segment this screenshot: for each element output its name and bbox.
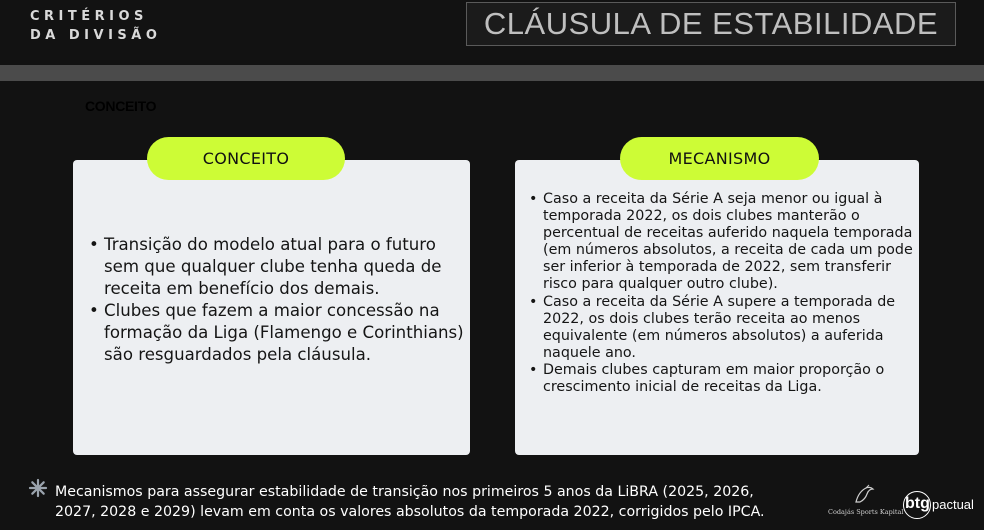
mechanism-heading-pill: MECANISMO [620,137,819,180]
asterisk-icon [28,478,48,498]
hidden-concept-label: CONCEITO [85,98,157,114]
page-title: CLÁUSULA DE ESTABILIDADE [483,6,939,41]
mechanism-card [515,160,919,455]
section-label-line2: DA DIVISÃO [30,28,162,43]
divider-bar [0,65,984,81]
footnote: Mecanismos para assegurar estabilidade de transição nos primeiros 5 anos da LiBRA (2025, 2026, 2027, 2028 e 2029) levam em conta os valores absolutos da temporada 2022, corrigidos pelo IPCA. [55,484,765,520]
mechanism-bullets [543,191,919,396]
concept-bullet-2: • Clubes que fazem a maior concessão na formação da Liga (Flamengo e Corinthians) são resguardados pela cláusula. [104,300,466,366]
section-label-line1: CRITÉRIOS [30,9,148,24]
btg-mark: btg [905,495,930,512]
mechanism-bullet-1: • Caso a receita da Série A seja menor ou igual à temporada 2022, os dois clubes manterão o percentual de receitas auferido naquela temporada (em números absolutos, a receita de cada um pode ser inferior à temporada de 2022, sem transferir risco para qualquer outro clube). [543,191,919,294]
codajas-logo [828,484,902,520]
bird-icon [852,484,876,506]
mechanism-bullet-3: • Demais clubes capturam em maior proporção o crescimento inicial de receitas da Liga. [543,362,919,396]
btg-pactual-logo [903,491,983,521]
section-label [30,7,161,45]
mechanism-bullet-2: • Caso a receita da Série A supere a temporada de 2022, os dois clubes terão receita ao menos equivalente (em números absolutos) a auferida naquele ano. [543,294,919,362]
btg-wordmark: pactual [932,497,974,512]
concept-card [73,160,470,455]
concept-bullets [104,234,466,366]
concept-bullet-1: • Transição do modelo atual para o futuro sem que qualquer clube tenha queda de receita em benefício dos demais. [104,234,466,300]
page-title-box [466,2,956,46]
codajas-logo-text: Codajás Sports Kapital [828,508,904,516]
concept-heading-pill: CONCEITO [147,137,345,180]
